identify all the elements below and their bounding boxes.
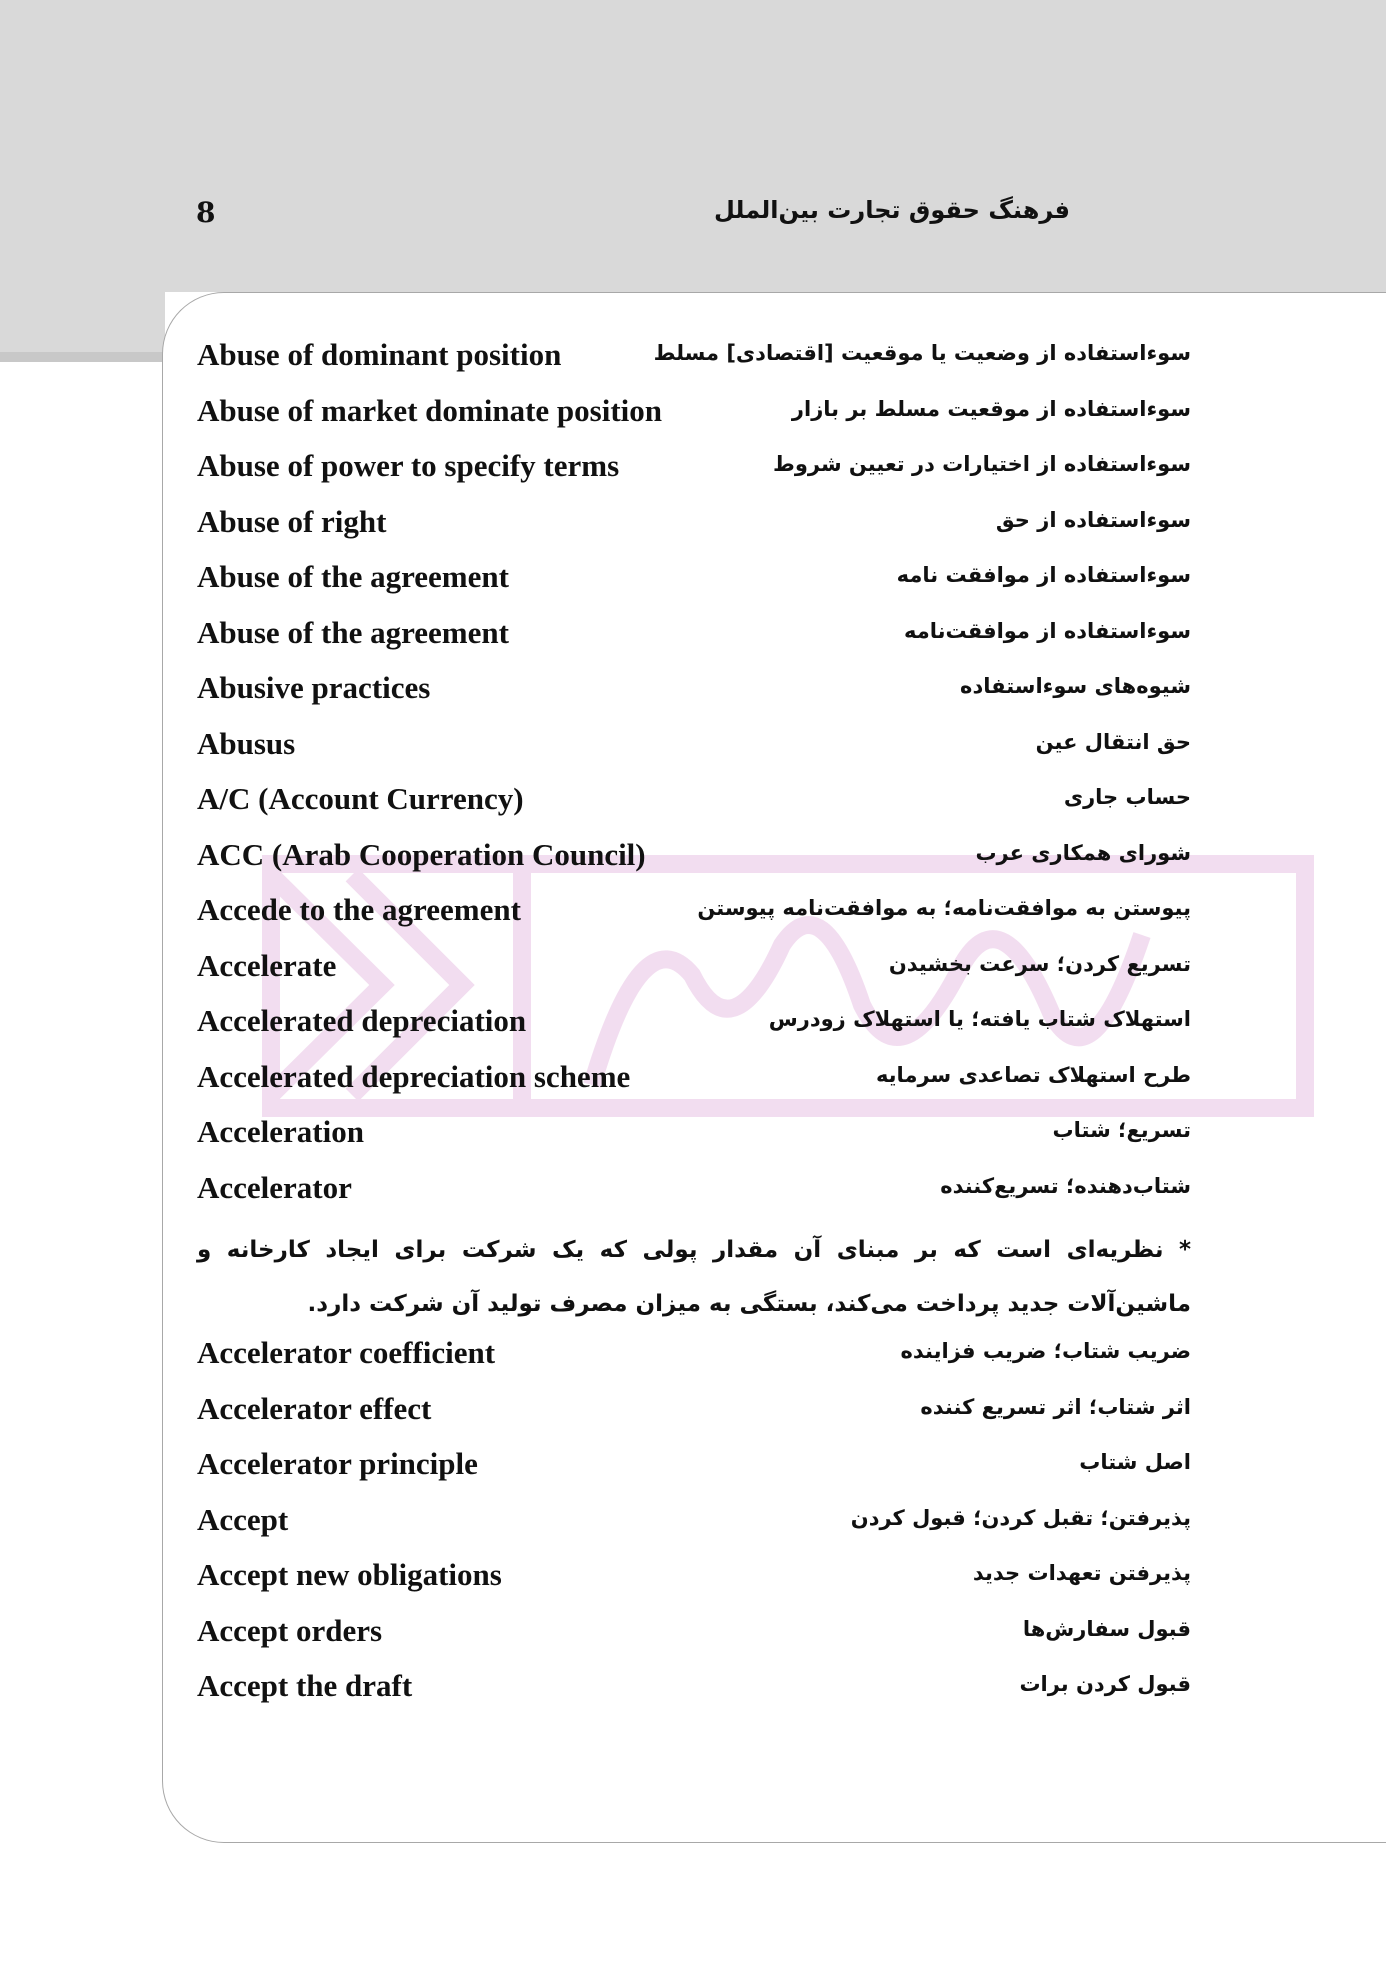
persian-translation: شتاب‌دهنده؛ تسریع‌کننده (940, 1173, 1191, 1198)
left-margin-edge (0, 352, 165, 362)
english-term: Accept (197, 1501, 289, 1537)
glossary-entry (197, 1162, 1191, 1218)
persian-translation: تسریع؛ شتاب (1052, 1118, 1191, 1142)
english-term: Abuse of the agreement (197, 559, 509, 594)
english-term: Abuse of dominant position (197, 337, 562, 372)
entries-group-before-note (197, 329, 1191, 1217)
glossary-entries (197, 329, 1191, 1716)
english-term: Abuse of power to specify terms (197, 448, 620, 483)
glossary-entry (197, 940, 1191, 996)
glossary-entry (197, 773, 1191, 829)
glossary-entry (197, 1327, 1191, 1383)
english-term: Accept new obligations (197, 1557, 502, 1592)
persian-translation: سوءاستفاده از وضعیت یا موقعیت [اقتصادی] مسلط (653, 341, 1191, 365)
glossary-entry (197, 1438, 1191, 1494)
english-term: Accelerator coefficient (197, 1335, 496, 1370)
persian-translation: استهلاک شتاب یافته؛ یا استهلاک زودرس (768, 1007, 1191, 1031)
persian-translation: شورای همکاری عرب (975, 840, 1191, 865)
english-term: ACC (Arab Cooperation Council) (197, 836, 646, 872)
persian-translation: ضریب شتاب؛ ضریب فزاینده (900, 1339, 1191, 1363)
persian-translation: اثر شتاب؛ اثر تسریع کننده (920, 1394, 1191, 1419)
glossary-entry (197, 440, 1191, 496)
english-term: Abuse of market dominate position (197, 392, 663, 428)
running-title: فرهنگ حقوق تجارت بین‌الملل (713, 196, 1070, 224)
glossary-entry (197, 884, 1191, 940)
english-term: Accelerated depreciation (197, 1003, 527, 1038)
glossary-entry (197, 1549, 1191, 1605)
persian-translation: سوءاستفاده از اختیارات در تعیین شروط (773, 452, 1191, 476)
persian-translation: سوءاستفاده از موقعیت مسلط بر بازار (791, 396, 1191, 421)
glossary-entry (197, 1605, 1191, 1661)
glossary-entry (197, 496, 1191, 552)
glossary-entry (197, 551, 1191, 607)
english-term: Abuse of the agreement (197, 614, 509, 650)
english-term: Accelerator principle (197, 1446, 478, 1481)
glossary-entry (197, 995, 1191, 1051)
english-term: Accelerate (197, 947, 337, 983)
english-term: Acceleration (197, 1114, 364, 1149)
persian-translation: قبول سفارش‌ها (1022, 1616, 1191, 1641)
definition-note: * نظریه‌ای است که بر مبنای آن مقدار پولی که یک شرکت برای ایجاد کارخانه و ماشین‌آلات جدید پرداخت می‌کند، بستگی به میزان مصرف تولید آن شرکت دارد. (197, 1237, 1191, 1317)
page-number: 8 (196, 196, 216, 229)
page-header-band (0, 0, 1386, 292)
persian-translation: سوءاستفاده از حق (995, 507, 1191, 532)
entries-group-after-note (197, 1327, 1191, 1716)
english-term: Accept orders (197, 1612, 383, 1648)
persian-translation: طرح استهلاک تصاعدی سرمایه (875, 1062, 1191, 1087)
persian-translation: تسریع کردن؛ سرعت بخشیدن (888, 951, 1191, 976)
persian-translation: حساب جاری (1063, 785, 1191, 809)
glossary-entry (197, 662, 1191, 718)
glossary-entry (197, 607, 1191, 663)
english-term: Abusus (197, 725, 296, 761)
persian-translation: سوءاستفاده از موافقت نامه (896, 563, 1191, 587)
english-term: Accelerated depreciation scheme (197, 1058, 631, 1094)
glossary-entry (197, 718, 1191, 774)
glossary-entry (197, 1051, 1191, 1107)
glossary-entry (197, 829, 1191, 885)
glossary-entry (197, 385, 1191, 441)
glossary-entry (197, 329, 1191, 385)
persian-translation: شیوه‌های سوءاستفاده (960, 674, 1191, 698)
glossary-entry (197, 1660, 1191, 1716)
english-term: Abuse of right (197, 503, 387, 539)
english-term: Accelerator (197, 1169, 352, 1205)
english-term: Accelerator effect (197, 1390, 432, 1426)
persian-translation: حق انتقال عین (1035, 729, 1191, 754)
persian-translation: قبول کردن برات (1019, 1672, 1191, 1696)
english-term: A/C (Account Currency) (197, 781, 524, 816)
english-term: Accept the draft (197, 1668, 413, 1703)
glossary-entry (197, 1494, 1191, 1550)
persian-translation: اصل شتاب (1079, 1450, 1191, 1474)
glossary-entry (197, 1383, 1191, 1439)
persian-translation: پذیرفتن تعهدات جدید (972, 1561, 1191, 1585)
english-term: Accede to the agreement (197, 892, 521, 927)
glossary-entry (197, 1106, 1191, 1162)
english-term: Abusive practices (197, 670, 431, 705)
persian-translation: پذیرفتن؛ تقبل کردن؛ قبول کردن (850, 1505, 1191, 1530)
persian-translation: پیوستن به موافقت‌نامه؛ به موافقت‌نامه پیوستن (697, 896, 1191, 920)
persian-translation: سوءاستفاده از موافقت‌نامه (903, 618, 1191, 643)
